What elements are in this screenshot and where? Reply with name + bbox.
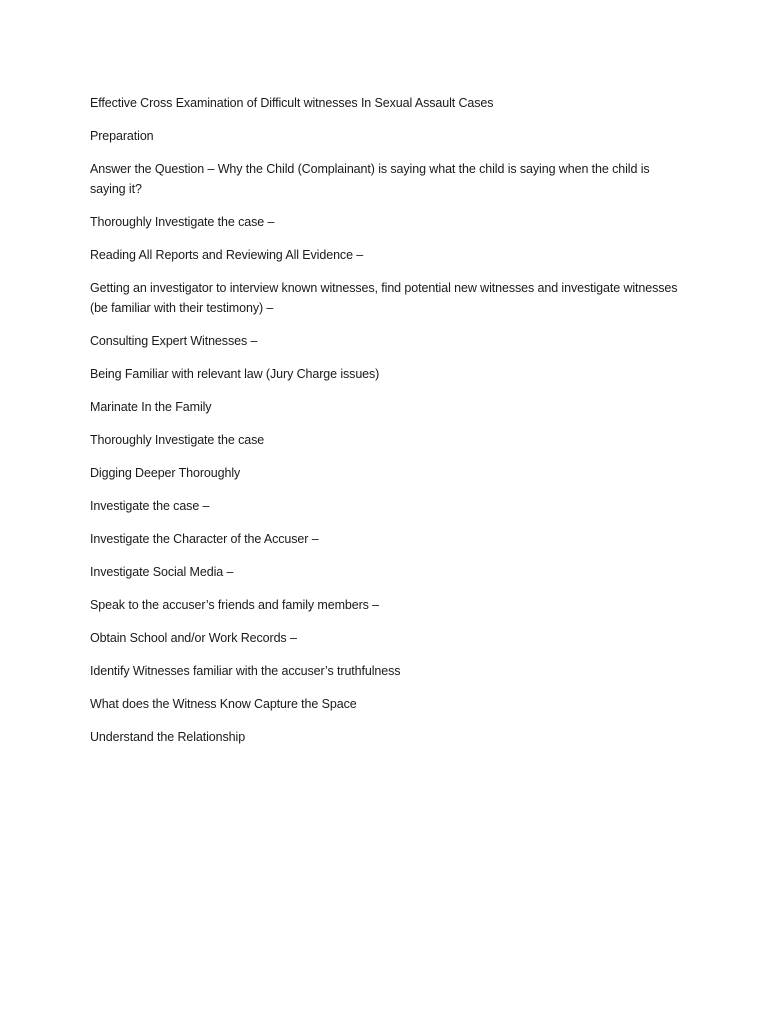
paragraph: Digging Deeper Thoroughly bbox=[90, 466, 241, 480]
paragraph: Thoroughly Investigate the case bbox=[90, 433, 265, 447]
paragraph: Consulting Expert Witnesses – bbox=[90, 334, 258, 348]
paragraph: Marinate In the Family bbox=[90, 400, 212, 414]
paragraph: Investigate the Character of the Accuser – bbox=[90, 532, 319, 546]
paragraph: Being Familiar with relevant law (Jury Charge issues) bbox=[90, 367, 380, 381]
document-title: Effective Cross Examination of Difficult witnesses In Sexual Assault Cases bbox=[90, 96, 494, 110]
paragraph: Thoroughly Investigate the case – bbox=[90, 215, 275, 229]
paragraph: Getting an investigator to interview known witnesses, find potential new witnesses and investigate witnesses (be familiar with their testimony) – bbox=[90, 281, 678, 315]
paragraph: Answer the Question – Why the Child (Complainant) is saying what the child is saying when the child is saying it? bbox=[90, 162, 650, 196]
paragraph: Reading All Reports and Reviewing All Evidence – bbox=[90, 248, 364, 262]
section-heading-preparation: Preparation bbox=[90, 129, 154, 143]
paragraph: Investigate Social Media – bbox=[90, 565, 234, 579]
paragraph: Identify Witnesses familiar with the accuser’s truthfulness bbox=[90, 664, 401, 678]
paragraph: Obtain School and/or Work Records – bbox=[90, 631, 297, 645]
document-body bbox=[90, 93, 680, 760]
paragraph: Speak to the accuser’s friends and family members – bbox=[90, 598, 380, 612]
paragraph: Understand the Relationship bbox=[90, 730, 246, 744]
paragraph: Investigate the case – bbox=[90, 499, 210, 513]
paragraph: What does the Witness Know Capture the Space bbox=[90, 697, 357, 711]
